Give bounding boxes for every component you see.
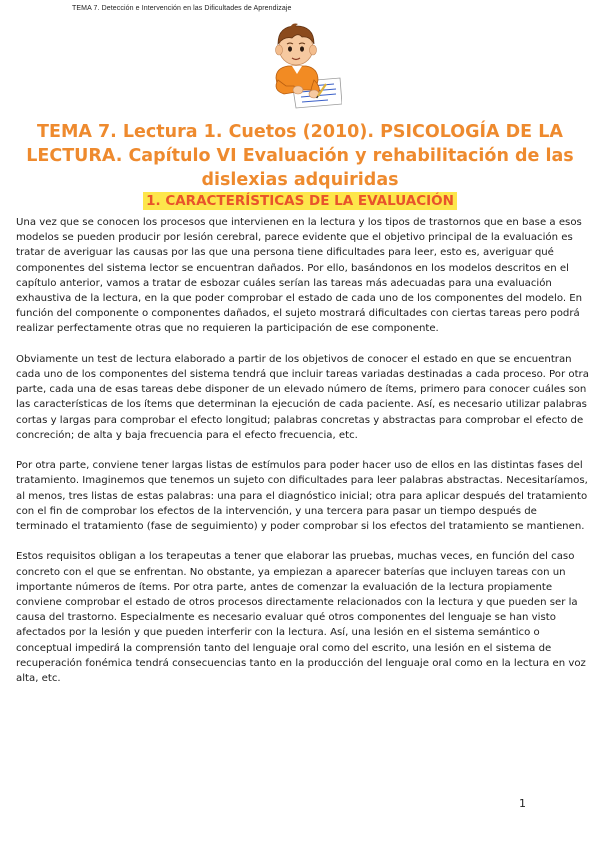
paragraph-1: Una vez que se conocen los procesos que intervienen en la lectura y los tipos de trastornos que en base a esos modelos se pueden producir por lesión cerebral, parece evidente que el objetivo principal de la evaluación es tratar de averiguar las causas por las que una persona tiene dificultades para leer, esto es, averiguar qué componentes del sistema lector se encuentran dañados. Por ello, basándonos en los modelos descritos en el capítulo anterior, vamos a tratar de esbozar cuáles serían las tareas más adecuadas para una evaluación exhaustiva de la lectura, en la que poder comprobar el estado de cada uno de los componentes del modelo. En función del componente o componentes dañados, el sujeto mostrará dificultades con ciertas tareas pero podrá realizar perfectamente otras que no requieren la participación de ese componente. (16, 217, 583, 335)
running-header: TEMA 7. Detección e Intervención en las Dificultades de Aprendizaje (72, 5, 292, 12)
paragraph-4: Estos requisitos obligan a los terapeutas a tener que elaborar las pruebas, muchas veces, en función del caso concreto con el que se enfrentan. No obstante, ya empiezan a aparecer baterías que incluyen tareas con un importante números de ítems. Por otra parte, antes de comenzar la evaluación de la lectura propiamente conviene comprobar el estado de otros procesos directamente relacionados con la lectura y que pueden ser la causa del trastorno. Especialmente es necesario evaluar qué otros componentes del lenguaje se han visto afectados por la lesión y que pueden interferir con la lectura. Así, una lesión en el sistema semántico o conceptual impedirá la comprensión tanto del lenguaje oral como del escrito, una lesión en el sistema de recuperación fonémica tendrá consecuencias tanto en la producción del lenguaje oral como en la lectura en voz alta, etc. (16, 551, 586, 685)
paragraph-3: Por otra parte, conviene tener largas listas de estímulos para poder hacer uso de ellos en las distintas fases del tratamiento. Imaginemos que tenemos un sujeto con dificultades para leer palabras abstractas. Necesitaríamos, al menos, tres listas de estas palabras: una para el diagnóstico inicial; otra para aplicar después del tratamiento con el fin de comprobar los efectos de la intervención, y una tercera para pasar un tiempo después de terminado el tratamiento (fase de seguimiento) y poder comprobar si los efectos del tratamiento se mantienen. (16, 460, 588, 533)
document-title: TEMA 7. Lectura 1. Cuetos (2010). PSICOLOGÍA DE LA LECTURA. Capítulo VI Evaluación y rehabilitación de las dislexias adquiridas (26, 122, 574, 190)
section-heading: 1. CARACTERÍSTICAS DE LA EVALUACIÓN (143, 192, 457, 210)
body-text (16, 215, 590, 701)
student-writing-illustration (262, 18, 342, 110)
page-number: 1 (519, 797, 526, 810)
paragraph-2: Obviamente un test de lectura elaborado a partir de los objetivos de conocer el estado en que se encuentran cada uno de los componentes del sistema tendrá que incluir tareas variadas destinadas a cada proceso. Por otra parte, cada una de esas tareas debe disponer de un elevado número de ítems, primero para conocer cuáles son las características de los ítems que determinan la ejecución de cada paciente. Así, es necesario utilizar palabras cortas y largas para comprobar el efecto longitud; palabras concretas y abstractas para comprobar el efecto de concreción; de alta y baja frecuencia para el efecto frecuencia, etc. (16, 353, 589, 441)
